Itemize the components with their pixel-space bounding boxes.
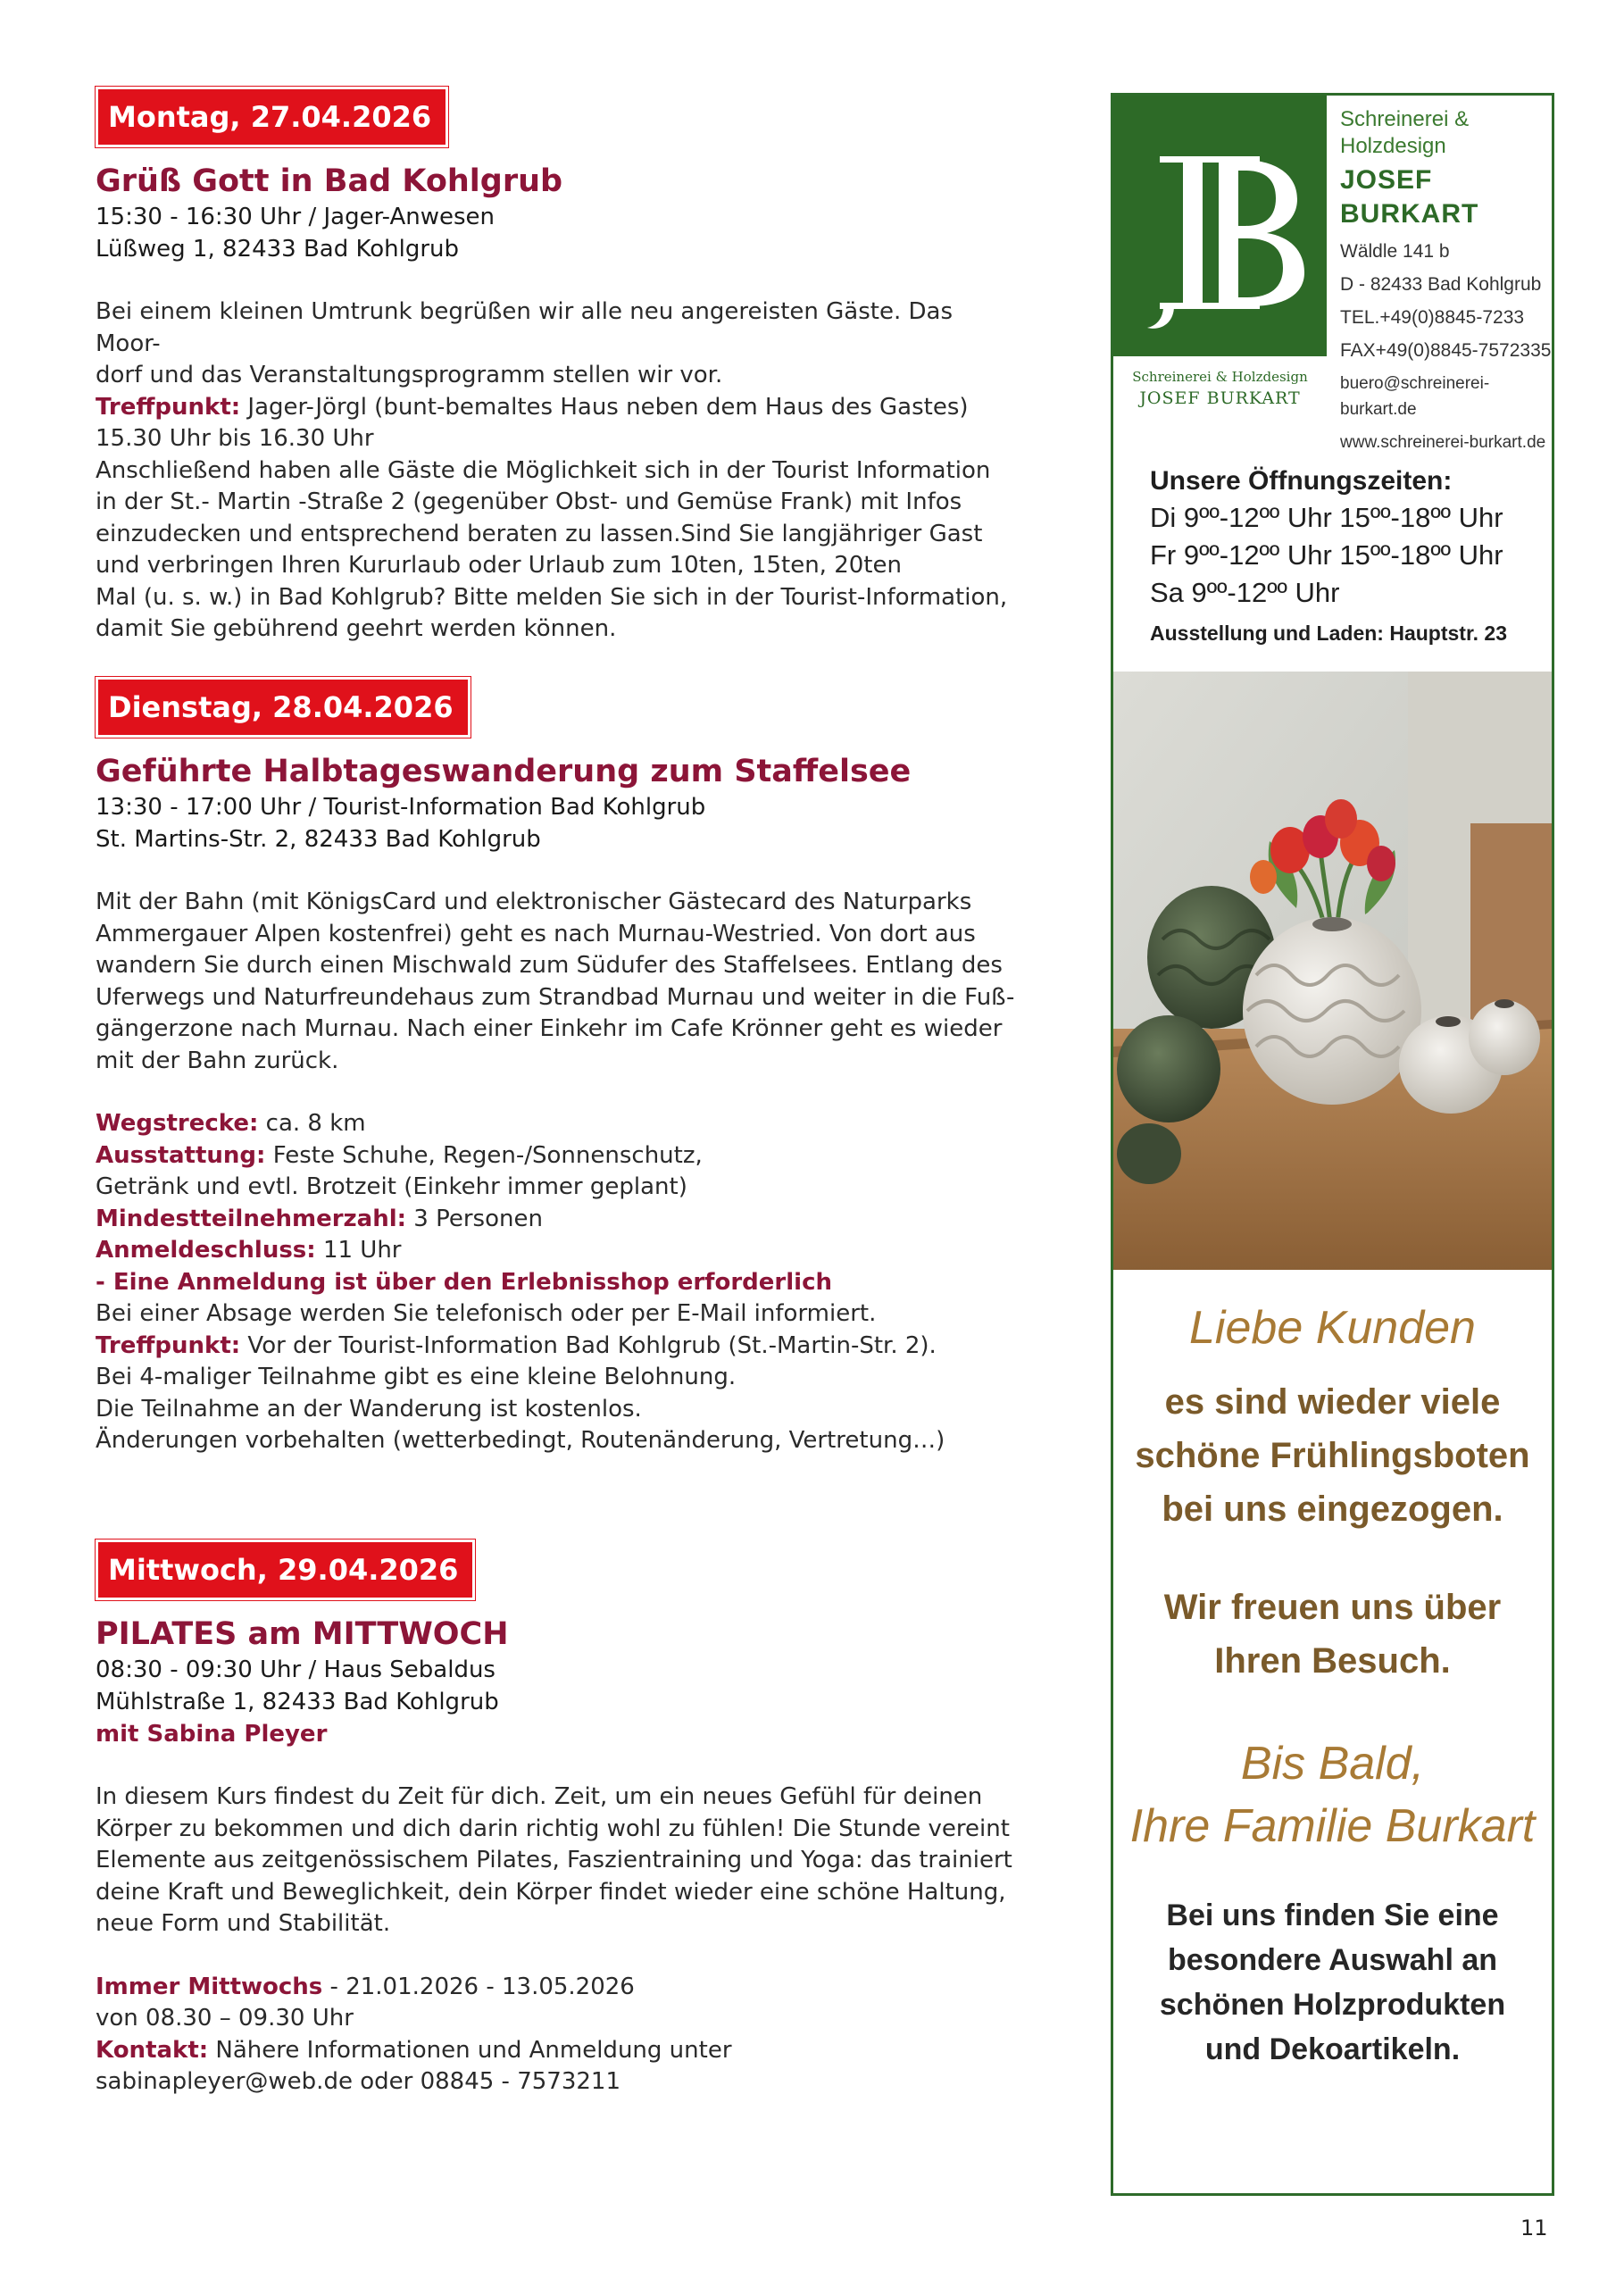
burkart-advertisement [1111,93,1554,2196]
signup-note: - Eine Anmeldung ist über den Erlebnisshop erforderlich [96,1268,832,1296]
event-monday [96,87,1015,646]
company-phone: TEL.+49(0)8845-7233 [1340,307,1525,328]
signup-deadline: Anmeldeschluss: 11 Uhr [96,1237,402,1264]
customer-message: Liebe Kunden es sind wieder viele schöne Frühlingsboten bei uns eingezogen. Wir freuen uns über Ihren Besuch. Bis Bald, Ihre Familie Burkart Bei uns finden Sie eine besondere Auswahl an schönen Holzprodukten und Dekoartikeln. [1113,1297,1552,2072]
event-address: Lüßweg 1, 82433 Bad Kohlgrub [96,236,460,263]
distance: Wegstrecke: ca. 8 km [96,1110,366,1137]
min-participants: Mindestteilnehmerzahl: 3 Personen [96,1205,543,1232]
event-host: mit Sabina Pleyer [96,1721,328,1748]
event-wednesday [96,1540,1015,2099]
event-details: Wegstrecke: ca. 8 km Ausstattung: Feste Schuhe, Regen-/Sonnenschutz, Getränk und evtl. Brotzeit (Einkehr immer geplant) Mindestteilnehmerzahl: 3 Personen Anmeldeschluss: 11 Uhr - Eine Anmeldung ist über den Erlebnisshop erforderlich Bei einer Absage werden Sie telefonisch oder per E-Mail informiert. Treffpunkt: Vor der Tourist-Information Bad Kohlgrub (St.-Martin-Str. 2). Bei 4-maliger Teilnahme gibt es eine kleine Belohnung. Die Teilnahme an der Wanderung ist kostenlos. Änderungen vorbehalten (wetterbedingt, Routenänderung, Vertretung…) [96,1108,1015,1457]
event-title: Geführte Halbtageswanderung zum Staffelsee [96,754,912,789]
company-tagline: Schreinerei & Holzdesign [1340,107,1470,158]
company-logo [1113,96,1327,421]
hours-row: Sa 9ºº-12ºº Uhr [1150,577,1340,608]
event-description: In diesem Kurs findest du Zeit für dich. Zeit, um ein neues Gefühl für deinen Körper zu bekommen und dich darin richtig wohl zu fühlen! Die Stunde vereint Elemente aus zeitgenössischem Pilates, Faszientraining und Yoga: das trainiert deine Kraft und Beweglichkeit, dein Körper findet wieder eine schöne Haltung, neue Form und Stabilität. [96,1783,1012,1937]
logo-caption: Schreinerei & Holzdesign JOSEF BURKART [1113,356,1327,421]
event-title: Grüß Gott in Bad Kohlgrub [96,163,563,199]
contact-info: sabinapleyer@web.de oder 08845 - 7573211 [96,2068,620,2095]
contact: Kontakt: Nähere Informationen und Anmeldung unter [96,2036,732,2064]
event-details: Immer Mittwochs - 21.01.2026 - 13.05.2026 von 08.30 – 09.30 Uhr Kontakt: Nähere Informationen und Anmeldung unter sabinapleyer@web.de oder 08845 - 7573211 [96,1972,1015,2099]
greeting: Liebe Kunden [1189,1302,1476,1354]
vases-photo [1113,672,1552,1270]
hours-title: Unsere Öffnungszeiten: [1150,466,1453,496]
company-info [1340,106,1554,455]
company-website: www.schreinerei-burkart.de [1340,433,1546,452]
jb-monogram-icon [1113,96,1327,356]
hours-row: Fr 9ºº-12ºº Uhr 15ºº-18ºº Uhr [1150,539,1503,571]
company-email: buero@schreinerei-burkart.de [1340,374,1490,419]
company-city: D - 82433 Bad Kohlgrub [1340,274,1542,295]
schedule: Immer Mittwochs - 21.01.2026 - 13.05.2026 [96,1973,635,2000]
showroom-address: Ausstellung und Laden: Hauptstr. 23 [1150,622,1507,645]
equipment: Ausstattung: Feste Schuhe, Regen-/Sonnenschutz, [96,1141,703,1169]
event-address: Mühlstraße 1, 82433 Bad Kohlgrub [96,1689,499,1715]
event-address: St. Martins-Str. 2, 82433 Bad Kohlgrub [96,826,541,853]
event-time-place: 15:30 - 16:30 Uhr / Jager-Anwesen [96,204,496,230]
event-description: Mit der Bahn (mit KönigsCard und elektronischer Gästecard des Naturparks Ammergauer Alpen kostenfrei) geht es nach Murnau-Westried. Von dort aus wandern Sie durch einen Mischwald zum Südufer des Staffelsees. Entlang des Uferwegs und Naturfreundehaus zum Strandbad Murnau und weiter in die Fuß- gängerzone nach Murnau. Nach einer Einkehr im Cafe Krönner geht es wieder mit der Bahn zurück. [96,889,1015,1074]
company-name: JOSEF BURKART [1340,165,1479,229]
date-badge: Montag, 27.04.2026 [96,87,448,147]
page-number: 11 [1520,2215,1548,2240]
meeting-point: Treffpunkt: Jager-Jörgl (bunt-bemaltes Haus neben dem Haus des Gastes) [96,393,969,421]
vases-illustration [1113,672,1552,1270]
event-time-place: 13:30 - 17:00 Uhr / Tourist-Information Bad Kohlgrub [96,794,706,821]
event-time-place: 08:30 - 09:30 Uhr / Haus Sebaldus [96,1656,496,1683]
event-title: PILATES am MITTWOCH [96,1616,509,1652]
meeting-point: Treffpunkt: Vor der Tourist-Information Bad Kohlgrub (St.-Martin-Str. 2). [96,1331,937,1359]
opening-hours [1150,463,1543,651]
date-badge: Dienstag, 28.04.2026 [96,677,471,738]
company-fax: FAX+49(0)8845-7572335 [1340,340,1552,361]
hours-row: Di 9ºº-12ºº Uhr 15ºº-18ºº Uhr [1150,502,1503,533]
event-description: Bei einem kleinen Umtrunk begrüßen wir alle neu angereisten Gäste. Das Moor- dorf und das Veranstaltungsprogramm stellen wir vor. Treffpunkt: Jager-Jörgl (bunt-bemaltes Haus neben dem Haus des Gastes) 15.30 Uhr bis 16.30 Uhr Anschließend haben alle Gäste die Möglichkeit sich in der Tourist Information in der St.- Martin -Straße 2 (gegenüber Obst- und Gemüse Frank) mit Infos einzudecken und entsprechend beraten zu lassen.Sind Sie langjähriger Gast und verbringen Ihren Kururlaub oder Urlaub zum 10ten, 15ten, 20ten Mal (u. s. w.) in Bad Kohlgrub? Bitte melden Sie sich in der Tourist-Information, damit Sie gebührend geehrt werden können. [96,296,1015,646]
signoff: Bis Bald, [1240,1738,1425,1790]
date-badge: Mittwoch, 29.04.2026 [96,1540,475,1600]
event-tuesday [96,677,1015,1457]
company-street: Wäldle 141 b [1340,241,1450,262]
